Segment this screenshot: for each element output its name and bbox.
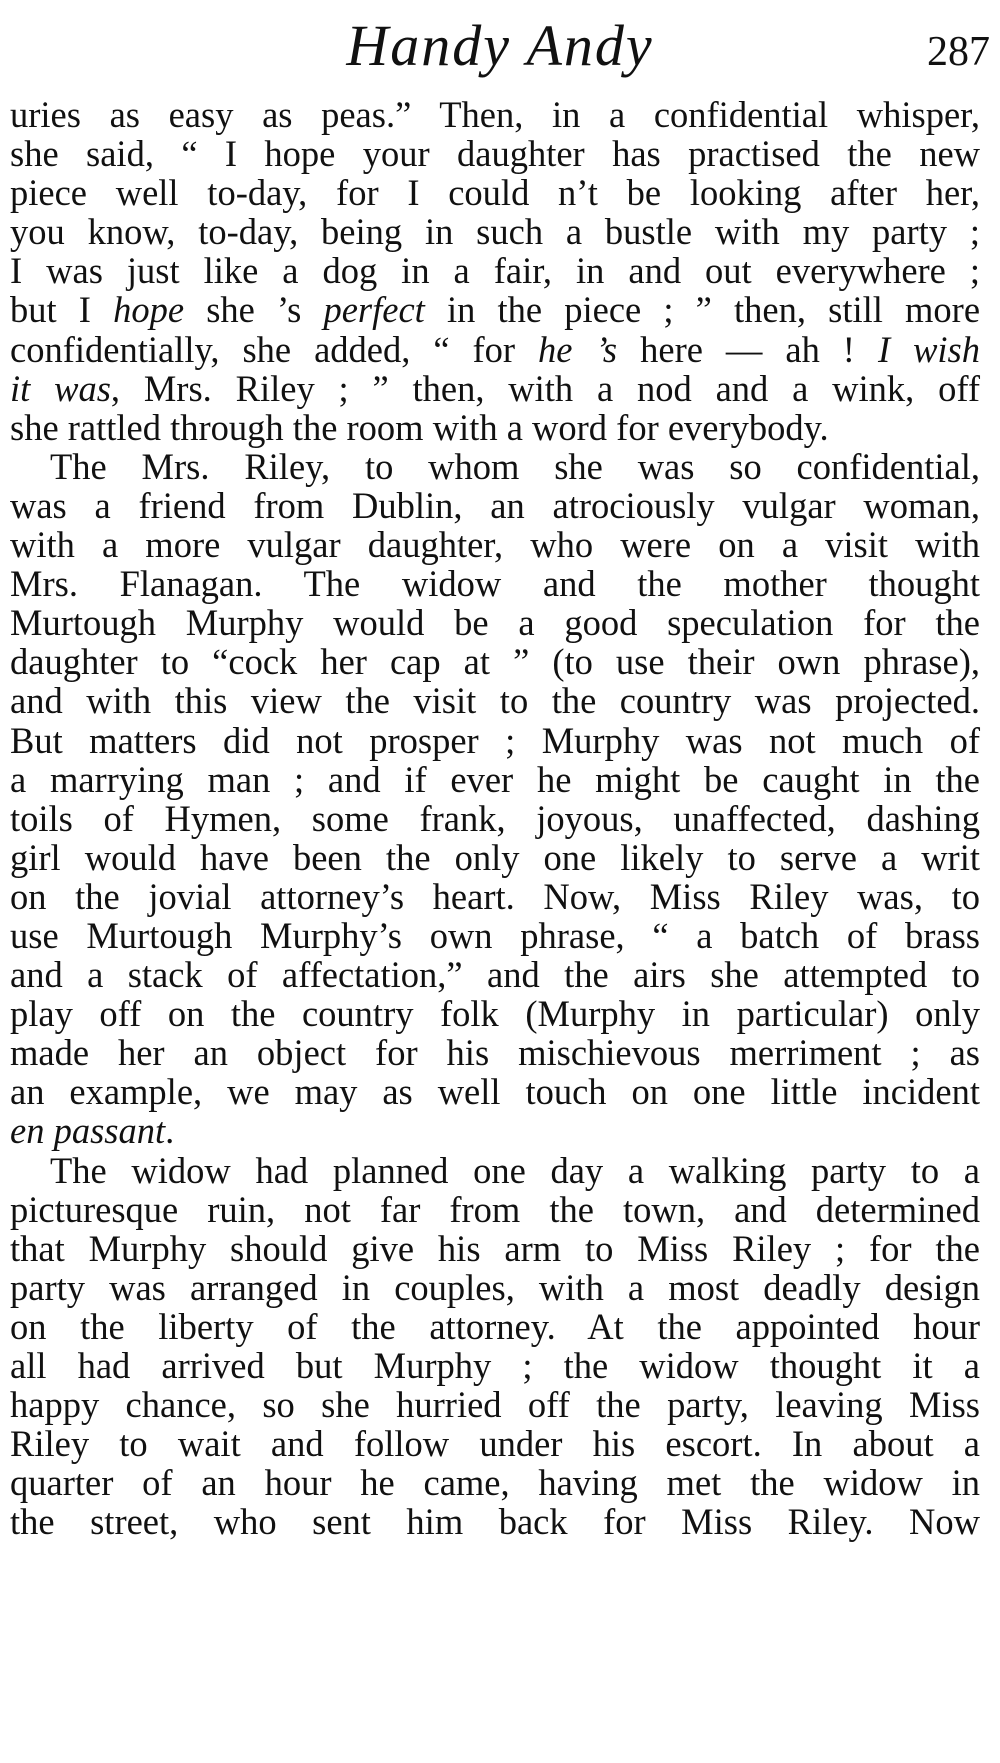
text-line	[10, 994, 980, 1033]
text-segment: and a stack of affectation,” and the airs she attempted to	[10, 954, 980, 996]
text-line	[10, 408, 980, 447]
text-line	[10, 1190, 980, 1229]
text-line	[10, 290, 980, 329]
text-segment: quarter of an hour he came, having met the widow in	[10, 1462, 980, 1504]
text-segment: on the liberty of the attorney. At the appointed hour	[10, 1305, 980, 1347]
text-segment: But matters did not prosper ; Murphy was not much of	[10, 719, 980, 761]
text-line	[10, 1268, 980, 1307]
text-segment: .	[165, 1110, 175, 1152]
text-line	[10, 1151, 980, 1190]
text-segment: Mrs. Flanagan. The widow and the mother thought	[10, 563, 980, 605]
text-line	[10, 838, 980, 877]
text-line	[10, 134, 980, 173]
text-segment: with a more vulgar daughter, who were on a visit with	[10, 524, 980, 566]
text-segment: you know, to-day, being in such a bustle with my party ;	[10, 211, 980, 253]
text-line	[10, 1111, 980, 1150]
text-line	[10, 603, 980, 642]
text-line	[10, 760, 980, 799]
italic-text-segment: en passant	[10, 1110, 166, 1152]
text-segment: happy chance, so she hurried off the party, leaving Miss	[10, 1384, 980, 1426]
text-segment: here — ah !	[617, 328, 878, 370]
italic-text-segment: hope	[113, 289, 185, 331]
text-line	[10, 799, 980, 838]
text-line	[10, 251, 980, 290]
page-number: 287	[927, 29, 990, 75]
text-segment: girl would have been the only one likely to serve a writ	[10, 836, 980, 878]
text-segment: a marrying man ; and if ever he might be caught in the	[10, 758, 980, 800]
text-line	[10, 369, 980, 408]
text-line	[10, 330, 980, 369]
text-line	[10, 1033, 980, 1072]
text-line	[10, 877, 980, 916]
italic-text-segment: it was	[10, 367, 111, 409]
text-segment: daughter to “cock her cap at ” (to use their own phrase),	[10, 641, 980, 683]
text-segment: , Mrs. Riley ; ” then, with a nod and a wink, off	[110, 367, 980, 409]
text-line	[10, 721, 980, 760]
text-line	[10, 1502, 980, 1541]
text-line	[10, 212, 980, 251]
text-line	[10, 173, 980, 212]
text-line	[10, 1463, 980, 1502]
text-line	[10, 1424, 980, 1463]
page-header	[0, 6, 1000, 86]
text-segment: made her an object for his mischievous merriment ; as	[10, 1032, 980, 1074]
text-segment: confidentially, she added, “ for	[10, 328, 539, 370]
text-line	[10, 95, 980, 134]
text-segment: she said, “ I hope your daughter has practised the new	[10, 133, 980, 175]
text-segment: The Mrs. Riley, to whom she was so confidential,	[50, 445, 980, 487]
text-segment: all had arrived but Murphy ; the widow thought it a	[10, 1345, 980, 1386]
text-segment: Riley to wait and follow under his escort. In about a	[10, 1423, 980, 1465]
text-line	[10, 916, 980, 955]
text-segment: Murtough Murphy would be a good speculation for the	[10, 602, 980, 644]
text-segment: piece well to-day, for I could n’t be looking after her,	[10, 172, 980, 214]
text-segment: on the jovial attorney’s heart. Now, Miss Riley was, to	[10, 875, 980, 917]
text-segment: picturesque ruin, not far from the town, and determined	[10, 1188, 980, 1230]
text-segment: play off on the country folk (Murphy in particular) only	[10, 993, 980, 1035]
italic-text-segment: I wish	[877, 328, 981, 370]
text-segment: The widow had planned one day a walking party to a	[50, 1149, 980, 1191]
text-segment: the street, who sent him back for Miss Riley. Now	[10, 1501, 980, 1543]
text-line	[10, 1346, 980, 1385]
italic-text-segment: he ’s	[538, 328, 618, 370]
text-segment: party was arranged in couples, with a most deadly design	[10, 1266, 980, 1308]
text-segment: in the piece ; ” then, still more	[424, 289, 981, 331]
text-line	[10, 1229, 980, 1268]
italic-text-segment: perfect	[323, 289, 425, 331]
body-text	[10, 95, 980, 1541]
text-segment: she rattled through the room with a word for everybody.	[10, 406, 829, 448]
text-line	[10, 447, 980, 486]
text-segment: was a friend from Dublin, an atrociously vulgar woman,	[10, 484, 980, 526]
text-segment: but I	[10, 289, 114, 331]
text-line	[10, 525, 980, 564]
text-segment: I was just like a dog in a fair, in and out everywhere ;	[10, 250, 980, 292]
text-line	[10, 1307, 980, 1346]
text-line	[10, 681, 980, 720]
text-segment: use Murtough Murphy’s own phrase, “ a batch of brass	[10, 914, 980, 956]
text-segment: uries as easy as peas.” Then, in a confidential whisper,	[10, 94, 980, 135]
text-segment: she ’s	[184, 289, 324, 331]
text-segment: that Murphy should give his arm to Miss Riley ; for the	[10, 1227, 980, 1269]
text-line	[10, 1385, 980, 1424]
text-line	[10, 642, 980, 681]
text-line	[10, 564, 980, 603]
text-segment: and with this view the visit to the country was projected.	[10, 680, 980, 722]
text-line	[10, 486, 980, 525]
text-segment: an example, we may as well touch on one little incident	[10, 1071, 980, 1113]
text-line	[10, 955, 980, 994]
text-line	[10, 1072, 980, 1111]
text-segment: toils of Hymen, some frank, joyous, unaffected, dashing	[10, 797, 980, 839]
running-title: Handy Andy	[346, 13, 654, 78]
